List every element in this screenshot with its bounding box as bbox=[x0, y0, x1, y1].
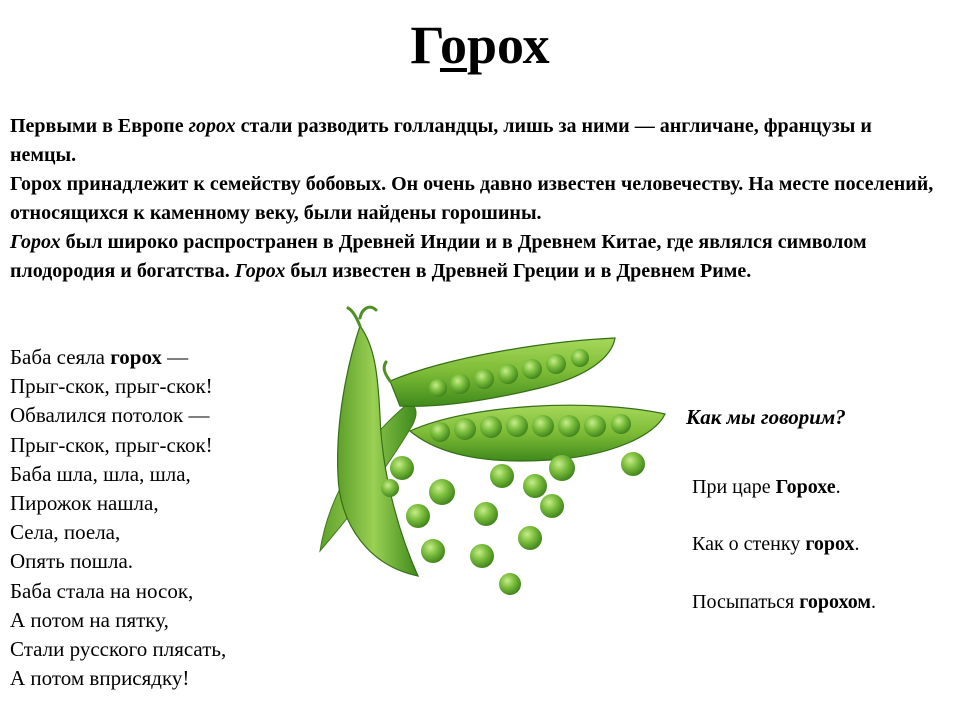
intro-paragraph-2: Горох принадлежит к семейству бобовых. Он очень давно известен человечеству. На месте поселений, относящихся к каменному веку, были найдены горошины. bbox=[10, 173, 934, 224]
text-span: Посыпаться bbox=[692, 591, 800, 613]
text-span: Баба сеяла bbox=[10, 345, 111, 369]
poem-line: Пирожок нашла, bbox=[10, 491, 159, 516]
saying bbox=[692, 591, 876, 614]
poem-line: Опять пошла. bbox=[10, 549, 134, 574]
text-span: был известен в Древней Греции и в Древнем Риме. bbox=[285, 260, 752, 282]
bold-word: Горохе bbox=[775, 476, 836, 498]
bold-word: горох bbox=[805, 533, 855, 555]
intro-text bbox=[10, 112, 940, 286]
text-span: . bbox=[870, 591, 876, 613]
text-span: При царе bbox=[692, 476, 776, 498]
text-span: . bbox=[854, 533, 860, 555]
intro-paragraph-1 bbox=[10, 112, 940, 170]
poem-line: Прыг-скок, прыг-скок! bbox=[10, 432, 213, 457]
title-underlined-letter: о bbox=[439, 15, 467, 75]
emphasis: Горох bbox=[234, 260, 286, 282]
poem-line bbox=[10, 343, 300, 372]
poem-line: Баба шла, шла, шла, bbox=[10, 461, 191, 486]
text-span: Первыми в Европе bbox=[10, 115, 189, 137]
pea-pod-vertical bbox=[338, 326, 418, 576]
poem-line: А потом на пятку, bbox=[10, 607, 169, 632]
poem-line: Прыг-скок, прыг-скок! bbox=[10, 374, 213, 399]
text-span: стали разводить голландцы, лишь за ними — англичане, французы и немцы. bbox=[10, 115, 872, 166]
poem bbox=[10, 343, 300, 693]
text-span: — bbox=[161, 345, 189, 369]
emphasis: Горох bbox=[10, 231, 61, 253]
saying bbox=[692, 533, 860, 556]
poem-line: А потом вприсядку! bbox=[10, 666, 190, 691]
sayings-title: Как мы говорим? bbox=[686, 405, 846, 429]
text-span: был широко распространен в Древней Индии и в Древнем Китае, где являлся символом плодородия и богатства. bbox=[10, 231, 867, 282]
pea-pods-illustration bbox=[290, 296, 680, 616]
poem-line: Села, поела, bbox=[10, 520, 121, 545]
poem-line: Баба стала на носок, bbox=[10, 578, 194, 603]
poem-line: Обвалился потолок — bbox=[10, 403, 210, 428]
text-span: Как о стенку bbox=[692, 533, 806, 555]
title-part: рох bbox=[466, 15, 550, 75]
intro-paragraph-3 bbox=[10, 228, 940, 286]
emphasis: горох bbox=[188, 115, 236, 137]
page-title bbox=[0, 12, 960, 78]
bold-word: горохом bbox=[799, 591, 871, 613]
loose-peas bbox=[381, 452, 645, 595]
saying bbox=[692, 476, 841, 499]
poem-line: Стали русского плясать, bbox=[10, 637, 227, 662]
title-part: Г bbox=[410, 15, 440, 75]
bold-word: горох bbox=[110, 345, 162, 369]
text-span: . bbox=[835, 476, 841, 498]
